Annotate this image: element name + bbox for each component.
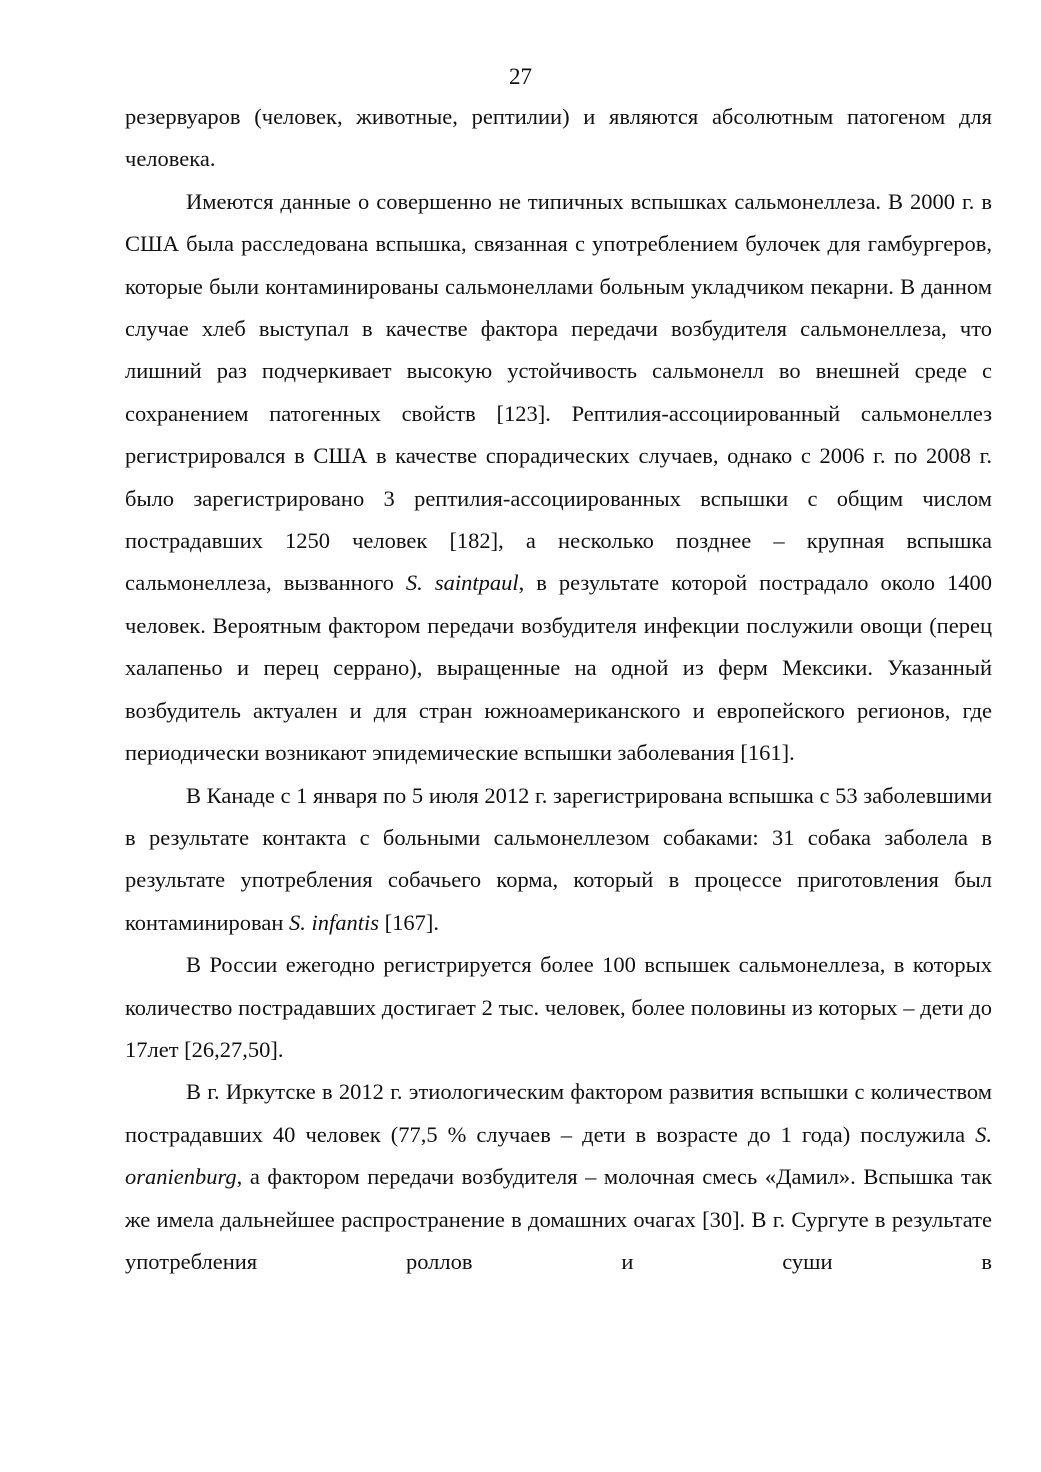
text-segment: резервуаров (человек, животные, рептилии) и являются абсолютным патогеном для человека. bbox=[125, 104, 992, 172]
paragraph-3 bbox=[125, 775, 992, 945]
species-name: S. saintpaul bbox=[405, 570, 519, 596]
species-name: S. oranienburg bbox=[125, 1121, 992, 1190]
paragraph-1 bbox=[125, 96, 992, 181]
text-segment: В Канаде с 1 января по 5 июля 2012 г. зарегистрирована вспышка с 53 заболевшими в результате контакта с больными сальмонеллезом собаками: 31 собака заболела в результате употребления собачьего корма, который в процессе приготовления был контаминирован bbox=[125, 782, 992, 935]
paragraph-4 bbox=[125, 944, 992, 1071]
paragraph-2 bbox=[125, 181, 992, 775]
page-number: 27 bbox=[509, 64, 532, 89]
text-segment: , в результате которой пострадало около 1400 человек. Вероятным фактором передачи возбудителя инфекции послужили овощи (перец халапеньо и перец серрано), выращенные на одной из ферм Мексики. Указанный возбудитель актуален и для стран южноамериканского и европейского регионов, где периодически возникают эпидемические вспышки заболевания [161]. bbox=[125, 570, 992, 766]
text-segment: [167]. bbox=[379, 909, 440, 935]
text-segment: В г. Иркутске в 2012 г. этиологическим фактором развития вспышки с количеством пострадавших 40 человек (77,5 % случаев – дети в возрасте до 1 года) послужила bbox=[125, 1079, 992, 1147]
text-segment: В России ежегодно регистрируется более 100 вспышек сальмонеллеза, в которых количество пострадавших достигает 2 тыс. человек, более половины из которых – дети до 17лет [26,27,50]. bbox=[125, 952, 992, 1062]
species-name: S. infantis bbox=[289, 909, 380, 935]
text-segment: Имеются данные о совершенно не типичных вспышках сальмонеллеза. В 2000 г. в США была расследована вспышка, связанная с употреблением булочек для гамбургеров, которые были контаминированы сальмонеллами больным укладчиком пекарни. В данном случае хлеб выступал в качестве фактора передачи возбудителя сальмонеллеза, что лишний раз подчеркивает высокую устойчивость сальмонелл во внешней среде с сохранением патогенных свойств [123]. Рептилия-ассоциированный сальмонеллез регистрировался в США в качестве спорадических случаев, однако с 2006 г. по 2008 г. было зарегистрировано 3 рептилия-ассоциированных вспышки с общим числом пострадавших 1250 человек [182], а несколько позднее – крупная вспышка сальмонеллеза, вызванного bbox=[125, 188, 992, 596]
text-body bbox=[125, 96, 992, 1283]
paragraph-5 bbox=[125, 1071, 992, 1283]
text-segment: , а фактором передачи возбудителя – молочная смесь «Дамил». Вспышка так же имела дальнейшее распространение в домашних очагах [30]. В г. Сургуте в результате употребления роллов и суши в bbox=[125, 1164, 992, 1274]
